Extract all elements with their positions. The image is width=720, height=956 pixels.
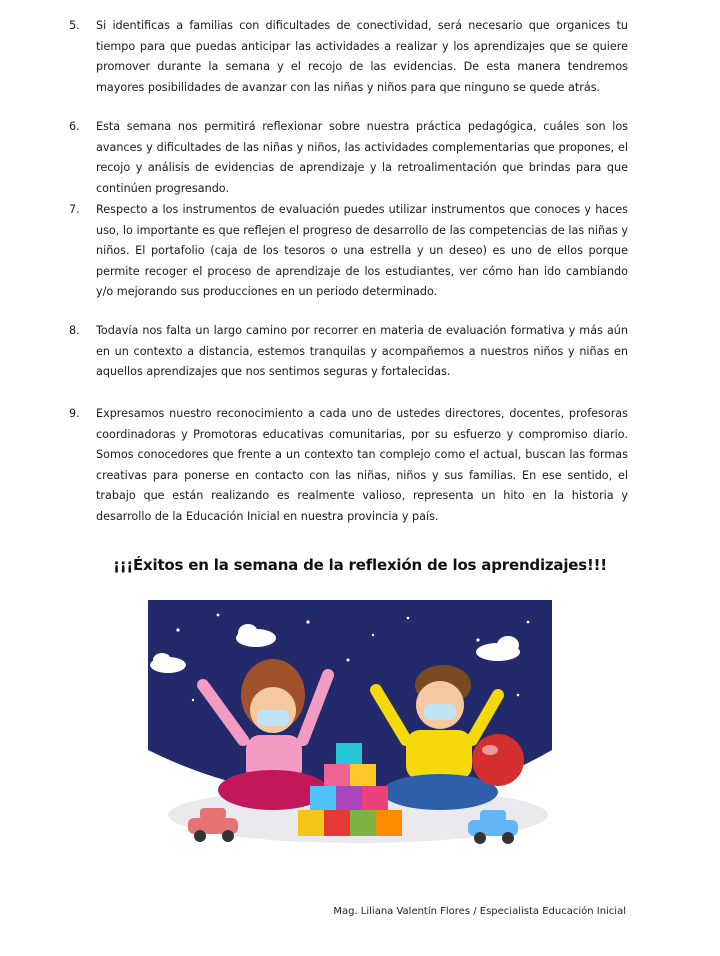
list-item-5 <box>64 16 628 98</box>
closing-title: ¡¡¡Éxitos en la semana de la reflexión de los aprendizajes!!! <box>113 556 607 574</box>
item-text: Expresamos nuestro reconocimiento a cada uno de ustedes directores, docentes, profesoras coordinadoras y Promotoras educativas comunitarias, por su esfuerzo y compromiso diario. Somos conocedores que frente a un contexto tan complejo como el actual, buscan las formas creativas para ponerse en contacto con las niñas, niños y sus familias. En ese sentido, el trabajo que están realizando es realmente valioso, representa un hito en la historia y desarrollo de la Educación Inicial en nuestra provincia y país. <box>96 407 628 523</box>
item-number: 5. <box>69 19 80 32</box>
item-text: Respecto a los instrumentos de evaluación puedes utilizar instrumentos que conoces y haces uso, lo importante es que reflejen el progreso de desarrollo de las competencias de las niñas y niños. El portafolio (caja de los tesoros o una estrella y un deseo) es uno de ellos porque permite recoger el proceso de aprendizaje de los estudiantes, ver cómo han ido cambiando y/o mejorando sus producciones en un periodo determinado. <box>96 203 628 298</box>
footer-signature: Mag. Liliana Valentín Flores / Especialista Educación Inicial <box>333 906 626 917</box>
item-number: 9. <box>69 407 80 420</box>
list-item-9 <box>64 404 628 527</box>
ball <box>472 734 524 786</box>
list-item-7 <box>64 200 628 303</box>
list-item-8 <box>64 321 628 383</box>
item-number: 8. <box>69 324 80 337</box>
item-text: Esta semana nos permitirá reflexionar sobre nuestra práctica pedagógica, cuáles son los avances y dificultades de las niñas y niños, las actividades complementarias que propones, el recojo y análisis de evidencias de aprendizaje y la retroalimentación que brindas para que continúen progresando. <box>96 120 628 195</box>
list-item-6 <box>64 117 628 199</box>
children-playing-illustration <box>148 600 552 850</box>
item-text: Todavía nos falta un largo camino por recorrer en materia de evaluación formativa y más aún en un contexto a distancia, estemos tranquilas y acompañemos a nuestros niños y niñas en aquellos aprendizajes que nos sentimos seguras y fortalecidas. <box>96 324 628 378</box>
item-text: Si identificas a familias con dificultades de conectividad, será necesario que organices tu tiempo para que puedas anticipar las actividades a realizar y los aprendizajes que se quiere promover durante la semana y el recojo de las evidencias. De esta manera tendremos mayores posibilidades de avanzar con las niñas y niños para que ninguno se quede atrás. <box>96 19 628 94</box>
item-number: 7. <box>69 203 80 216</box>
item-number: 6. <box>69 120 80 133</box>
